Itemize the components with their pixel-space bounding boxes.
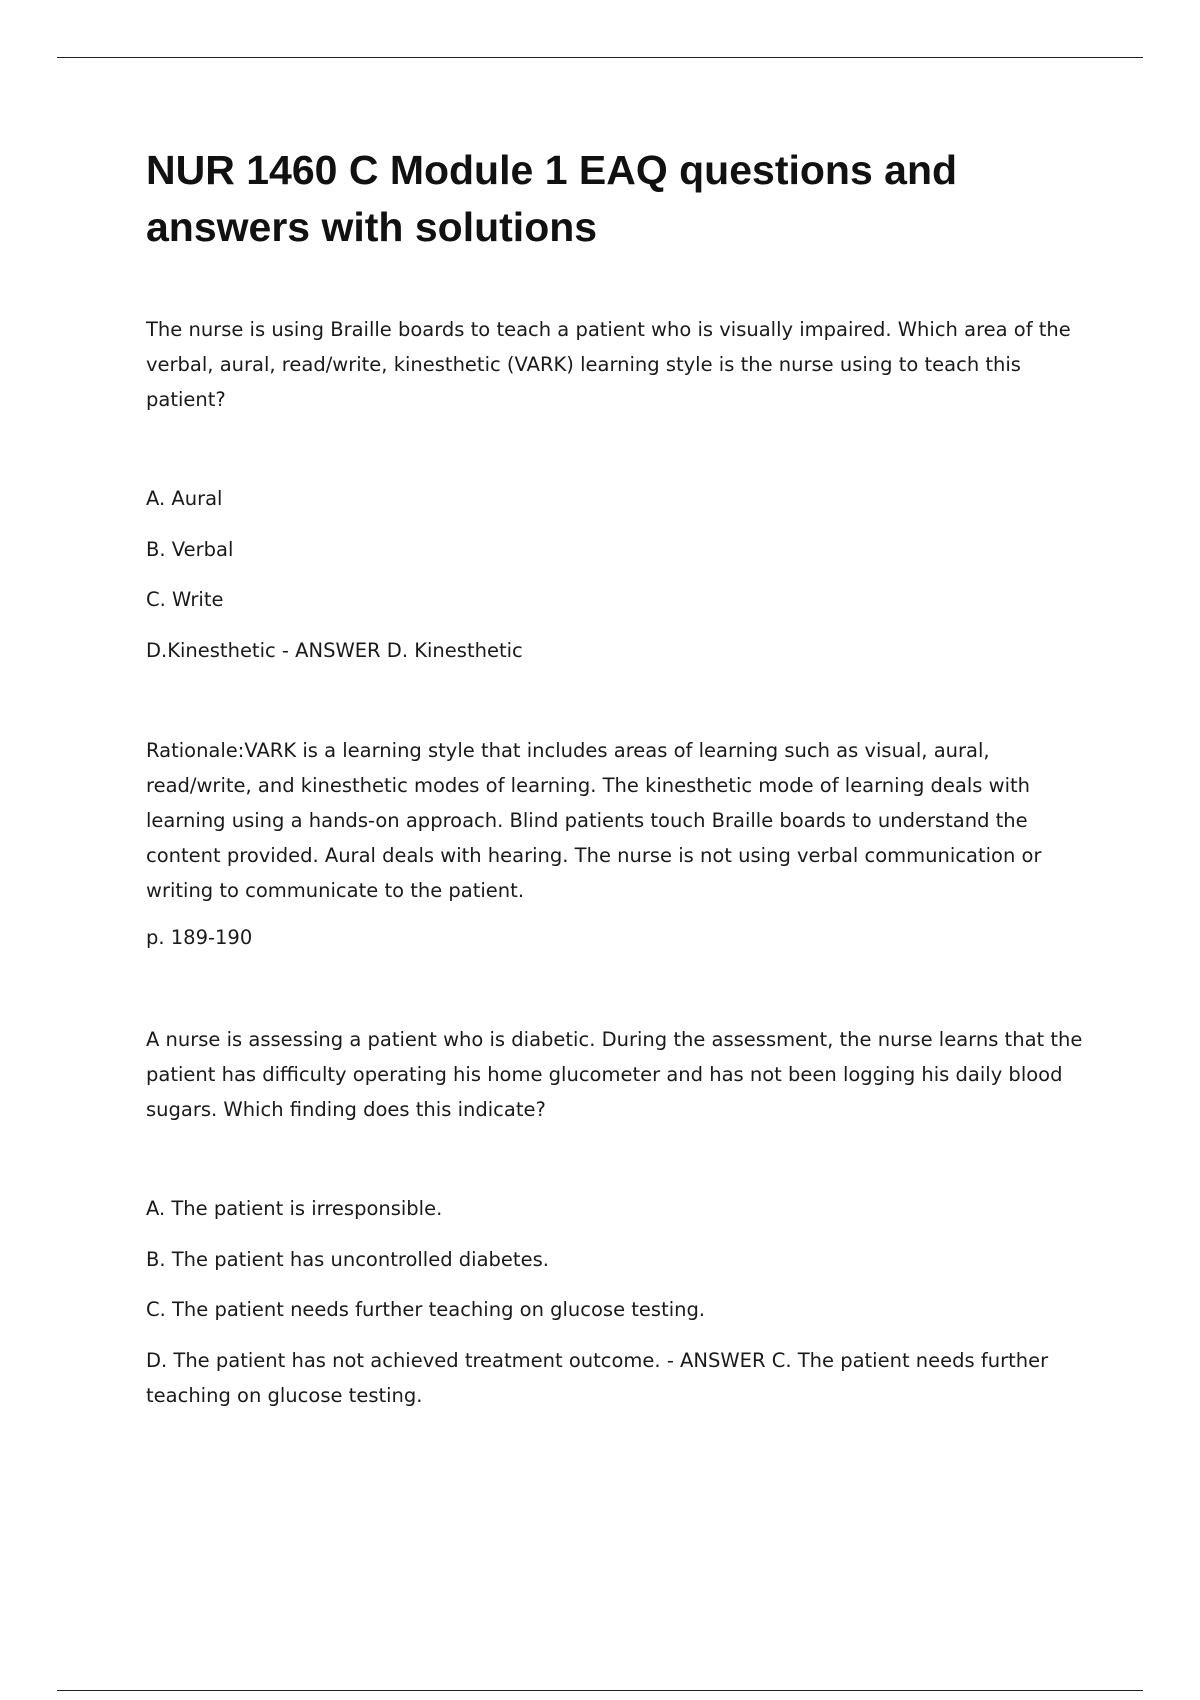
answer-option-a: A. The patient is irresponsible.: [146, 1197, 443, 1220]
question-stem: The nurse is using Braille boards to teach a patient who is visually impaired. Which area of the verbal, aural, read/write, kinesthetic (VARK) learning style is the nurse using to teach this patient?: [146, 318, 1071, 411]
answer-option-d: D. The patient has not achieved treatment outcome. - ANSWER C. The patient needs further teaching on glucose testing.: [146, 1349, 1049, 1407]
page-reference: p. 189-190: [146, 926, 253, 949]
document-body: [146, 142, 1086, 1407]
answer-option-c: C. Write: [146, 588, 224, 611]
answer-option-c: C. The patient needs further teaching on glucose testing.: [146, 1298, 706, 1321]
question-stem: A nurse is assessing a patient who is diabetic. During the assessment, the nurse learns that the patient has difficulty operating his home glucometer and has not been logging his daily blood sugars. Which finding does this indicate?: [146, 1028, 1083, 1121]
answer-option-b: B. The patient has uncontrolled diabetes.: [146, 1248, 549, 1271]
rationale-text: Rationale:VARK is a learning style that includes areas of learning such as visual, aural, read/write, and kinesthetic modes of learning. The kinesthetic mode of learning deals with learning using a hands-on approach. Blind patients touch Braille boards to understand the content provided. Aural deals with hearing. The nurse is not using verbal communication or writing to communicate to the patient.: [146, 739, 1042, 902]
footer-rule: [57, 1690, 1143, 1691]
header-rule: [57, 57, 1143, 58]
answer-option-a: A. Aural: [146, 487, 223, 510]
answer-option-b: B. Verbal: [146, 538, 234, 561]
answer-option-d: D.Kinesthetic - ANSWER D. Kinesthetic: [146, 639, 523, 662]
page-title: NUR 1460 C Module 1 EAQ questions and answers with solutions: [146, 147, 958, 250]
